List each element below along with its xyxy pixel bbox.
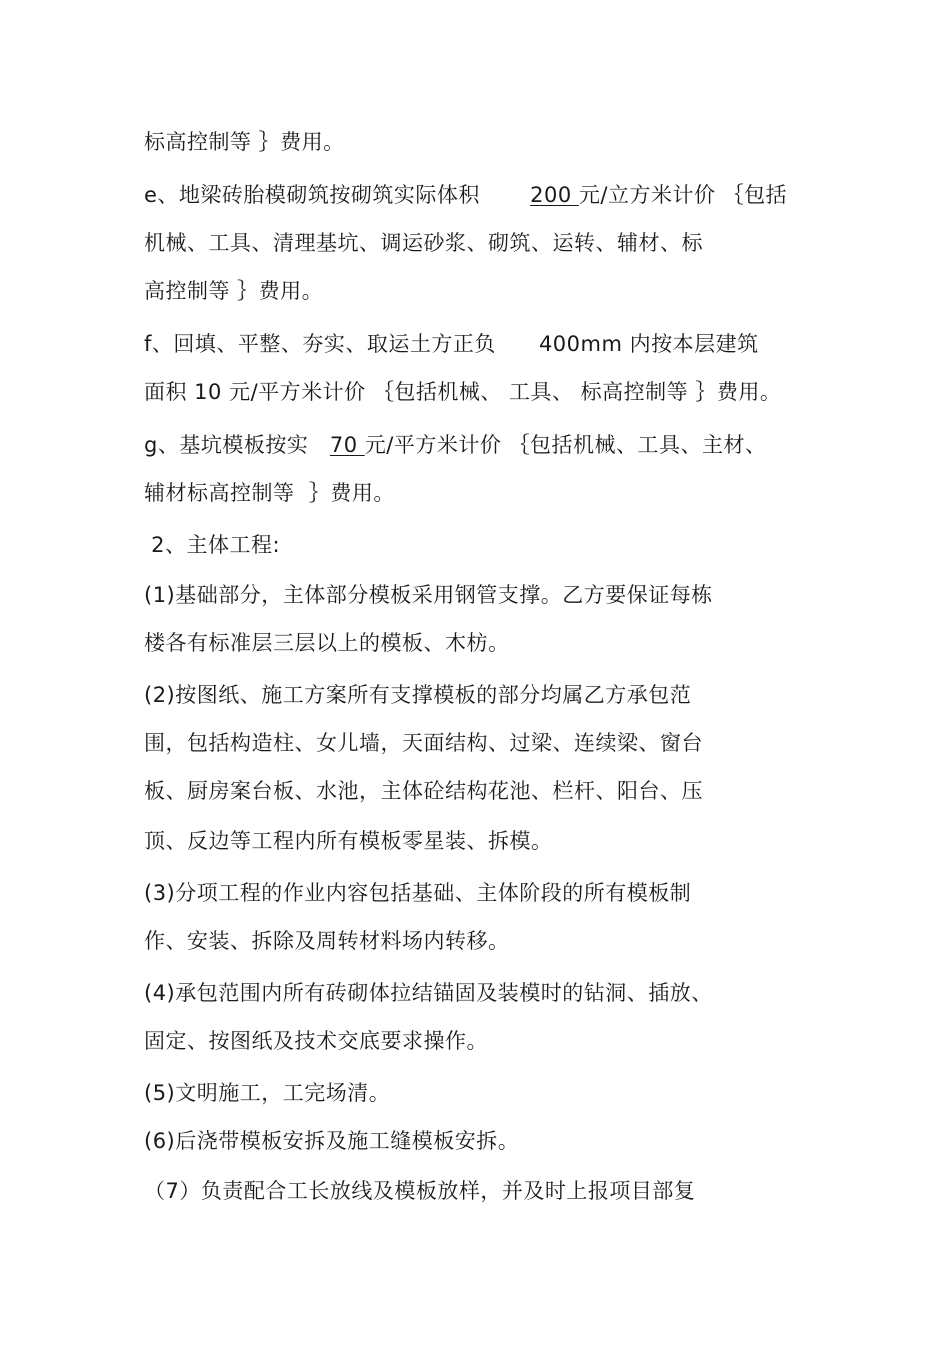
text-line: 作、安装、拆除及周转材料场内转移。 <box>144 929 510 953</box>
text-segment: 元/平方米计价 ｛包括机械、工具、主材、 <box>364 433 767 457</box>
underlined-value: 70 <box>329 433 365 457</box>
text-line: 板、厨房案台板、水池，主体砼结构花池、栏杆、阳台、压 <box>144 779 703 803</box>
section-heading: 2、主体工程: <box>144 533 281 557</box>
text-line: 顶、反边等工程内所有模板零星装、拆模。 <box>144 829 553 853</box>
text-line-item-1: (1)基础部分，主体部分模板采用钢管支撑。乙方要保证每栋 <box>144 583 713 607</box>
text-line-item-2: (2)按图纸、施工方案所有支撑模板的部分均属乙方承包范 <box>144 683 692 707</box>
text-line-item-g <box>144 430 767 460</box>
text-line: 楼各有标准层三层以上的模板、木枋。 <box>144 631 510 655</box>
text-segment: e、地梁砖胎模砌筑按砌筑实际体积 <box>144 183 531 207</box>
text-line: 面积 10 元/平方米计价 ｛包括机械、 工具、 标高控制等 ｝费用。 <box>144 380 782 404</box>
text-segment: g、基坑模板按实 <box>144 433 330 457</box>
text-line-item-e <box>144 180 787 210</box>
text-line: 辅材标高控制等 ｝费用。 <box>144 481 395 505</box>
text-line-item-5: (5)文明施工，工完场清。 <box>144 1081 391 1105</box>
text-line: 标高控制等 ｝费用。 <box>144 130 345 154</box>
text-line-item-4: (4)承包范围内所有砖砌体拉结锚固及装模时的钻洞、插放、 <box>144 981 713 1005</box>
text-line-item-6: (6)后浇带模板安拆及施工缝模板安拆。 <box>144 1129 520 1153</box>
text-line-item-f: f、回填、平整、夯实、取运土方正负 400mm 内按本层建筑 <box>144 332 759 356</box>
underlined-value: 200 <box>530 183 579 207</box>
text-line: 机械、工具、清理基坑、调运砂浆、砌筑、运转、辅材、标 <box>144 231 703 255</box>
text-segment: 元/立方米计价 ｛包括 <box>578 183 788 207</box>
text-line-item-3: (3)分项工程的作业内容包括基础、主体阶段的所有模板制 <box>144 881 692 905</box>
text-line: 固定、按图纸及技术交底要求操作。 <box>144 1029 488 1053</box>
text-line-item-7: （7）负责配合工长放线及模板放样，并及时上报项目部复 <box>144 1179 696 1203</box>
text-line: 围，包括构造柱、女儿墙，天面结构、过梁、连续梁、窗台 <box>144 731 703 755</box>
text-line: 高控制等 ｝费用。 <box>144 279 324 303</box>
